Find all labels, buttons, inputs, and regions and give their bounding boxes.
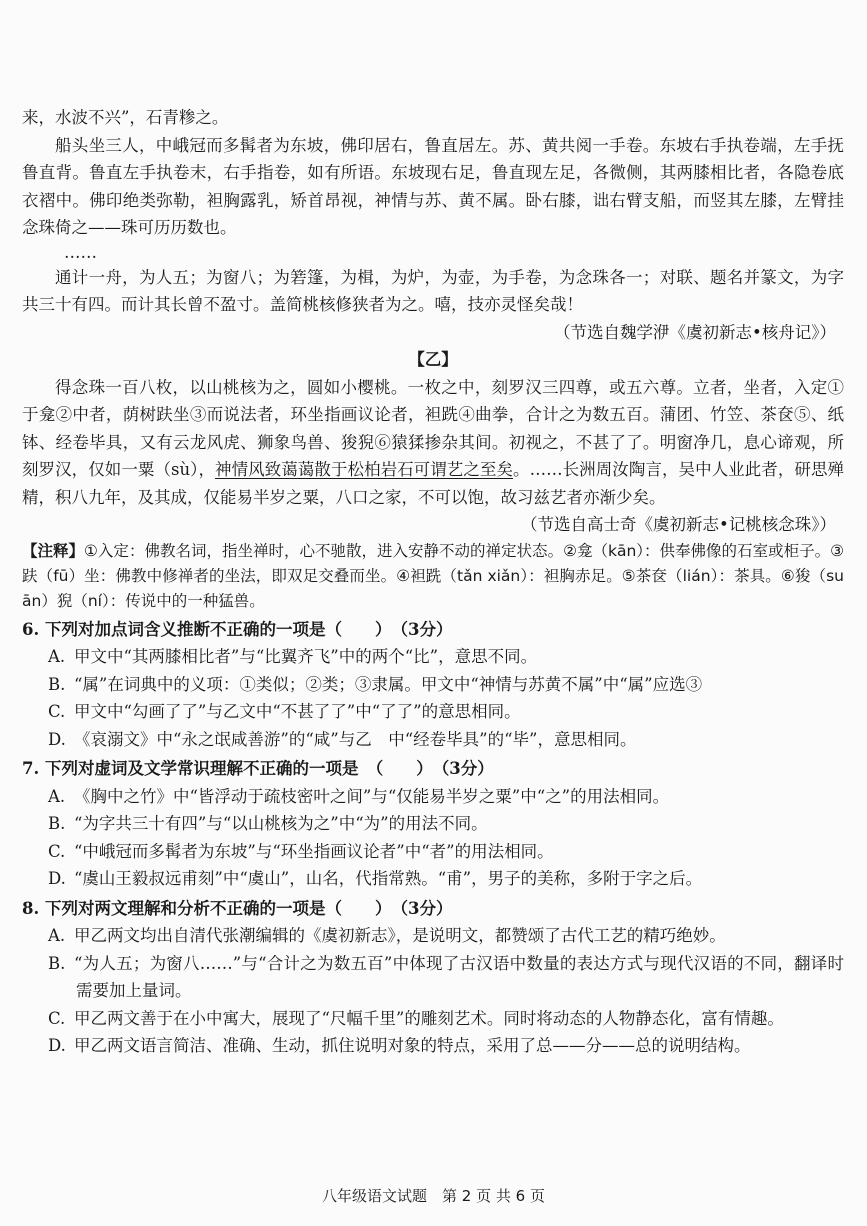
- option-text: 甲文中“其两膝相比者”与“比翼齐飞”中的两个“比”，意思不同。: [74, 647, 538, 666]
- page-footer: 八年级语文试题 第 2 页 共 6 页: [322, 1187, 545, 1205]
- option-text: 《哀溺文》中“永之氓咸善游”的“咸”与乙 中“经卷毕具”的“毕”，意思相同。: [74, 729, 637, 749]
- annotation-label: 【注释】: [22, 541, 85, 560]
- question-7-option-b: [22, 810, 844, 838]
- page-content: [22, 104, 844, 1060]
- question-6-option-b: [22, 671, 844, 699]
- question-8-option-d: [22, 1032, 844, 1060]
- option-label: A.: [48, 926, 66, 945]
- option-label: D.: [48, 1036, 66, 1055]
- option-label: C.: [48, 702, 66, 721]
- annotation-block: [22, 539, 844, 614]
- option-text: “属”在词典中的义项：①类似；②类；③隶属。甲文中“神情与苏黄不属”中“属”应选③: [74, 674, 703, 694]
- annotation-text: ①入定：佛教名词，指坐禅时，心不驰散，进入安静不动的禅定状态。②龛（kān）：供奉佛像的石室或柜子。③趺（fū）坐：佛教中修禅者的坐法，即双足交叠而坐。④袒跣（tǎn xiǎn）：袒胸赤足。⑤茶奁（lián）：茶具。⑥狻（suān）猊（ní）：传说中的一种猛兽。: [22, 541, 844, 610]
- option-label: B.: [48, 814, 66, 833]
- question-6-stem: 6. 下列对加点词含义推断不正确的一项是（ ） （3分）: [22, 619, 453, 639]
- question-7-option-c: [22, 838, 844, 866]
- question-8-option-c: [22, 1005, 844, 1033]
- option-label: D.: [48, 729, 66, 749]
- question-7-option-a: [22, 783, 844, 811]
- passage-yi-text-after: 。……长洲周汝陶言，吴中人业此者，研思殚精，积八九年，及其成，仅能易半岁之粟，八口之家，不可以饱，故习兹艺者亦渐少矣。: [22, 460, 845, 507]
- question-6-option-c: [22, 698, 844, 726]
- option-text: 甲文中“勾画了了”与乙文中“不甚了了”中“了了”的意思相同。: [74, 702, 521, 721]
- option-label: D.: [48, 869, 66, 888]
- option-text: “为人五；为窗八……”与“合计之为数五百”中体现了古汉语中数量的表达方式与现代汉语的不同，翻译时需要加上量词。: [74, 953, 844, 1000]
- option-text: “中峨冠而多髯者为东坡”与“环坐指画议论者”中“者”的用法相同。: [74, 841, 554, 861]
- option-text: “虞山王毅叔远甫刻”中“虞山”，山名，代指常熟。“甫”，男子的美称，多附于字之后。: [74, 869, 703, 888]
- option-label: A.: [48, 786, 66, 806]
- question-6-option-d: [22, 726, 844, 754]
- passage-jia-line0: 来，水波不兴”，石青糁之。: [22, 108, 229, 127]
- option-text: “为字共三十有四”与“以山桃核为之”中“为”的用法不同。: [74, 814, 488, 833]
- option-label: B.: [48, 953, 66, 973]
- passage-yi-para: [22, 374, 844, 512]
- passage-yi-source: （节选自高士奇《虞初新志•记桃核念珠》）: [521, 515, 836, 534]
- passage-jia-para1: 船头坐三人，中峨冠而多髯者为东坡，佛印居右，鲁直居左。苏、黄共阅一手卷。东坡右手执卷端，左手抚鲁直背。鲁直左手执卷末，右手指卷，如有所语。东坡现右足，鲁直现左足，各微侧，其两膝相比者，各隐卷底衣褶中。佛印绝类弥勒，袒胸露乳，矫首昂视，神情与苏、黄不属。卧右膝，诎右臂支船，而竖其左膝，左臂挂念珠倚之——珠可历历数也。: [22, 135, 844, 237]
- option-label: C.: [48, 1008, 66, 1028]
- passage-yi-text-before: 得念珠一百八枚，以山桃核为之，圆如小樱桃。一枚之中，刻罗汉三四尊，或五六尊。立者，坐者，入定①于龛②中者，荫树趺坐③而说法者，环坐指画议论者，袒跣④曲拳，合计之为数五百。蒲团、竹笠、茶奁⑤、纸钵、经卷毕具，又有云龙风虎、狮象鸟兽、狻猊⑥猿猱掺杂其间。初视之，不甚了了。明窗净几，息心谛观，所刻罗汉，仅如一粟（sù），: [22, 377, 844, 479]
- passage-jia-source: （节选自魏学洢《虞初新志•核舟记》）: [554, 322, 836, 342]
- option-label: C.: [48, 841, 66, 861]
- option-text: 甲乙两文均出自清代张潮编辑的《虞初新志》，是说明文，都赞颂了古代工艺的精巧绝妙。: [74, 926, 726, 945]
- question-6-option-a: [22, 643, 844, 671]
- option-text: 甲乙两文语言简洁、准确、生动，抓住说明对象的特点，采用了总——分——总的说明结构。: [74, 1036, 751, 1055]
- question-7-option-d: [22, 865, 844, 893]
- question-8-option-b: [22, 950, 844, 1005]
- passage-jia-ellipsis: ……: [64, 242, 97, 262]
- option-label: B.: [48, 674, 66, 694]
- question-7-stem: 7. 下列对虚词及文学常识理解不正确的一项是 （ ） （3分）: [22, 759, 494, 778]
- passage-jia-para2: 通计一舟，为人五；为窗八；为箬篷，为楫，为炉，为壶，为手卷，为念珠各一；对联、题名并篆文，为字共三十有四。而计其长曾不盈寸。盖简桃核修狭者为之。嘻，技亦灵怪矣哉！: [22, 267, 844, 314]
- question-8-option-a: [22, 922, 844, 950]
- option-text: 《胸中之竹》中“皆浮动于疏枝密叶之间”与“仅能易半岁之粟”中“之”的用法相同。: [74, 786, 670, 806]
- option-text: 甲乙两文善于在小中寓大，展现了“尺幅千里”的雕刻艺术。同时将动态的人物静态化，富有情趣。: [74, 1008, 784, 1028]
- passage-yi-underlined-sentence: 神情风致蔼蔼散于松柏岩石可谓艺之至矣: [215, 460, 514, 479]
- question-8-stem: 8. 下列对两文理解和分析不正确的一项是（ ） （3分）: [22, 898, 453, 918]
- option-label: A.: [48, 647, 66, 666]
- passage-yi-heading: 【乙】: [408, 350, 458, 369]
